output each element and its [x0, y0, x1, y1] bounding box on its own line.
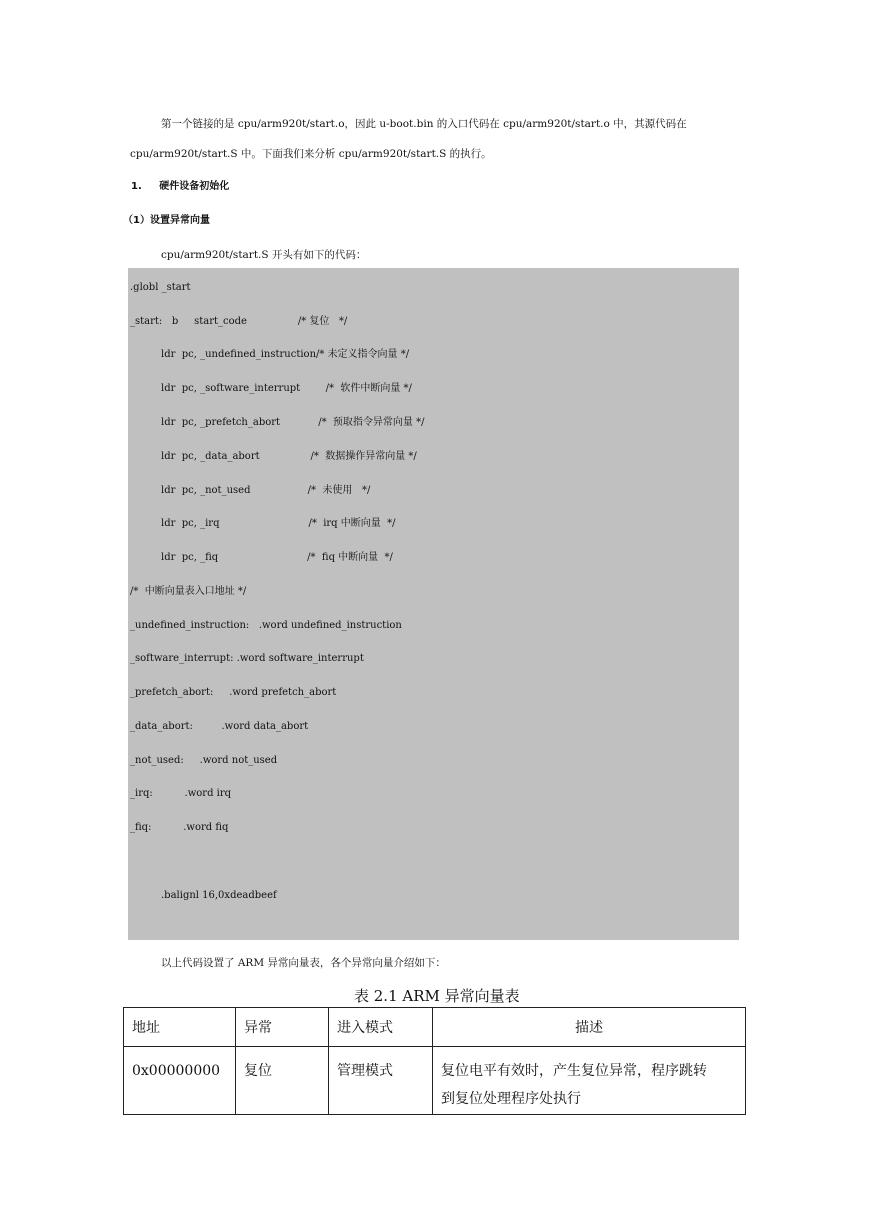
- cell-description: [433, 1047, 746, 1115]
- intro-line-1: 第一个链接的是 cpu/arm920t/start.o，因此 u-boot.bin 的入口代码在 cpu/arm920t/start.o 中，其源代码在: [161, 118, 687, 130]
- code-line: _start: b start_code /* 复位 */: [130, 316, 348, 327]
- description-line: 复位电平有效时，产生复位异常，程序跳转: [441, 1063, 707, 1079]
- code-line: _not_used: .word not_used: [130, 755, 278, 766]
- header-cell: 描述: [433, 1008, 746, 1047]
- cell-mode: 管理模式: [329, 1047, 433, 1115]
- header-cell: 进入模式: [329, 1008, 433, 1047]
- code-line: ldr pc, _not_used /* 未使用 */: [161, 485, 371, 496]
- code-line: _fiq: .word fiq: [130, 822, 229, 833]
- code-line: _irq: .word irq: [130, 788, 232, 799]
- cell-exception: 复位: [236, 1047, 329, 1115]
- code-line: /* 中断向量表入口地址 */: [130, 586, 247, 597]
- code-line: ldr pc, _fiq /* fiq 中断向量 */: [161, 552, 393, 563]
- code-line: ldr pc, _prefetch_abort /* 预取指令异常向量 */: [161, 417, 425, 428]
- code-intro: cpu/arm920t/start.S 开头有如下的代码：: [161, 249, 367, 261]
- exception-vector-table: [123, 1007, 746, 1115]
- header-cell: 异常: [236, 1008, 329, 1047]
- cell-address: 0x00000000: [124, 1047, 236, 1115]
- code-line: .globl _start: [130, 282, 191, 293]
- code-line: ldr pc, _undefined_instruction/* 未定义指令向量 */: [161, 349, 410, 360]
- table-row: [124, 1047, 746, 1115]
- section-heading: [131, 180, 229, 194]
- after-code-text: 以上代码设置了 ARM 异常向量表，各个异常向量介绍如下：: [161, 957, 446, 969]
- code-line: _undefined_instruction: .word undefined_instruction: [130, 620, 402, 631]
- section-number: 1.: [131, 181, 142, 192]
- section-title: 硬件设备初始化: [159, 181, 230, 192]
- code-line: ldr pc, _software_interrupt /* 软件中断向量 */: [161, 383, 412, 394]
- intro-line-2: cpu/arm920t/start.S 中。下面我们来分析 cpu/arm920t/start.S 的执行。: [130, 148, 492, 160]
- code-line: ldr pc, _irq /* irq 中断向量 */: [161, 518, 396, 529]
- description-line: 到复位处理程序处执行: [441, 1091, 581, 1107]
- table-caption: 表 2.1 ARM 异常向量表: [354, 987, 520, 1005]
- subsection-heading: （1）设置异常向量: [123, 215, 210, 226]
- code-line: ldr pc, _data_abort /* 数据操作异常向量 */: [161, 451, 417, 462]
- code-line: _prefetch_abort: .word prefetch_abort: [130, 687, 337, 698]
- code-line: .balignl 16,0xdeadbeef: [161, 890, 277, 901]
- code-line: _software_interrupt: .word software_interrupt: [130, 653, 364, 664]
- table-header-row: [124, 1008, 746, 1047]
- header-cell: 地址: [124, 1008, 236, 1047]
- code-line: _data_abort: .word data_abort: [130, 721, 309, 732]
- code-block: [128, 268, 739, 940]
